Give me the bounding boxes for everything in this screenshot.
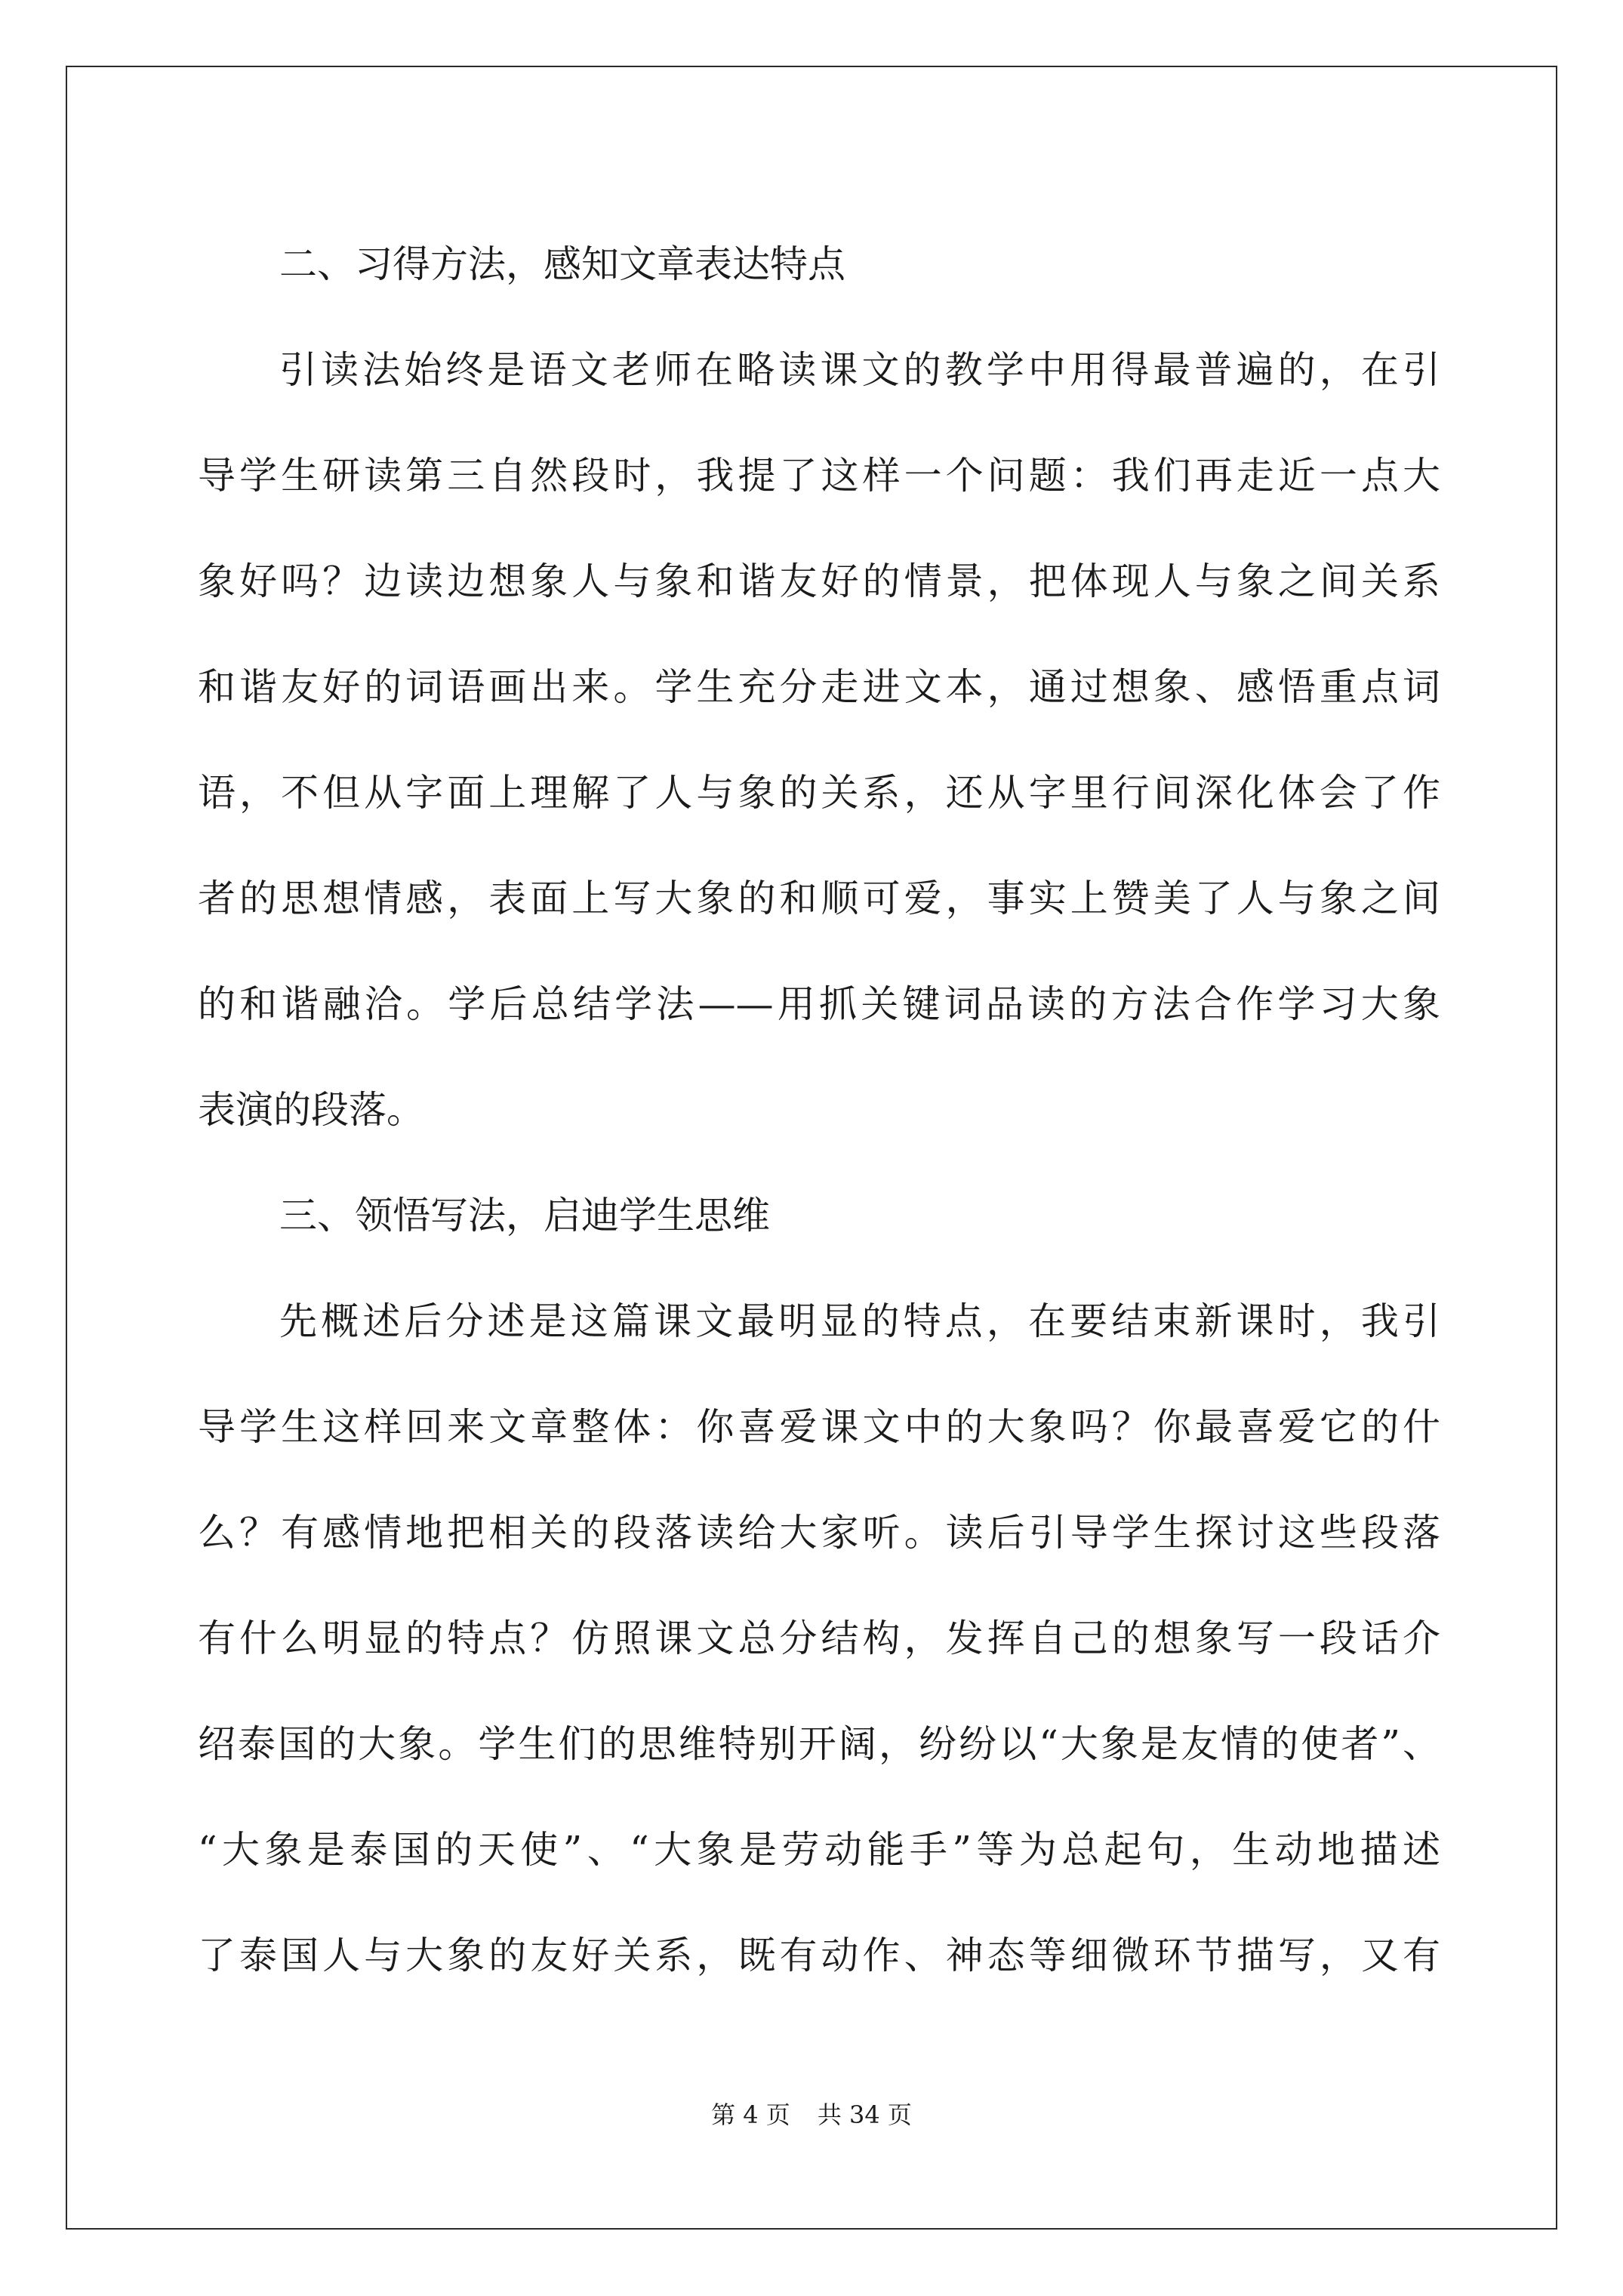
paragraph-line: 语，不但从字面上理解了人与象的关系，还从字里行间深化体会了作: [198, 771, 1440, 815]
paragraph-line: 先概述后分述是这篇课文最明显的特点，在要结束新课时，我引: [279, 1299, 1440, 1343]
paragraph-line: 的和谐融洽。学后总结学法——用抓关键词品读的方法合作学习大象: [198, 982, 1440, 1026]
paragraph-line: 绍泰国的大象。学生们的思维特别开阔，纷纷以“大象是友情的使者”、: [198, 1722, 1440, 1766]
page-footer: [0, 2096, 1623, 2131]
paragraph-line: 表演的段落。: [198, 1088, 424, 1132]
paragraph-line: 象好吗？边读边想象人与象和谐友好的情景，把体现人与象之间关系: [198, 559, 1440, 603]
paragraph-line: 和谐友好的词语画出来。学生充分走进文本，通过想象、感悟重点词: [198, 665, 1440, 709]
page-number: 第 4 页: [711, 2100, 790, 2129]
section-heading: 三、领悟写法，启迪学生思维: [279, 1194, 770, 1237]
paragraph-line: 引读法始终是语文老师在略读课文的教学中用得最普遍的，在引: [279, 348, 1440, 392]
paragraph-line: 了泰国人与大象的友好关系，既有动作、神态等细微环节描写，又有: [198, 1934, 1440, 1977]
document-body: [198, 219, 1440, 2016]
section-heading: 二、习得方法，感知文章表达特点: [279, 242, 845, 286]
paragraph-line: 有什么明显的特点？仿照课文总分结构，发挥自己的想象写一段话介: [198, 1616, 1440, 1660]
paragraph-line: 么？有感情地把相关的段落读给大家听。读后引导学生探讨这些段落: [198, 1511, 1440, 1555]
page-total: 共 34 页: [817, 2100, 912, 2129]
paragraph-line: 导学生这样回来文章整体：你喜爱课文中的大象吗？你最喜爱它的什: [198, 1405, 1440, 1449]
paragraph-line: “大象是泰国的天使”、“大象是劳动能手”等为总起句，生动地描述: [198, 1828, 1440, 1872]
paragraph-line: 导学生研读第三自然段时，我提了这样一个问题：我们再走近一点大: [198, 454, 1440, 498]
paragraph-line: 者的思想情感，表面上写大象的和顺可爱，事实上赞美了人与象之间: [198, 877, 1440, 920]
